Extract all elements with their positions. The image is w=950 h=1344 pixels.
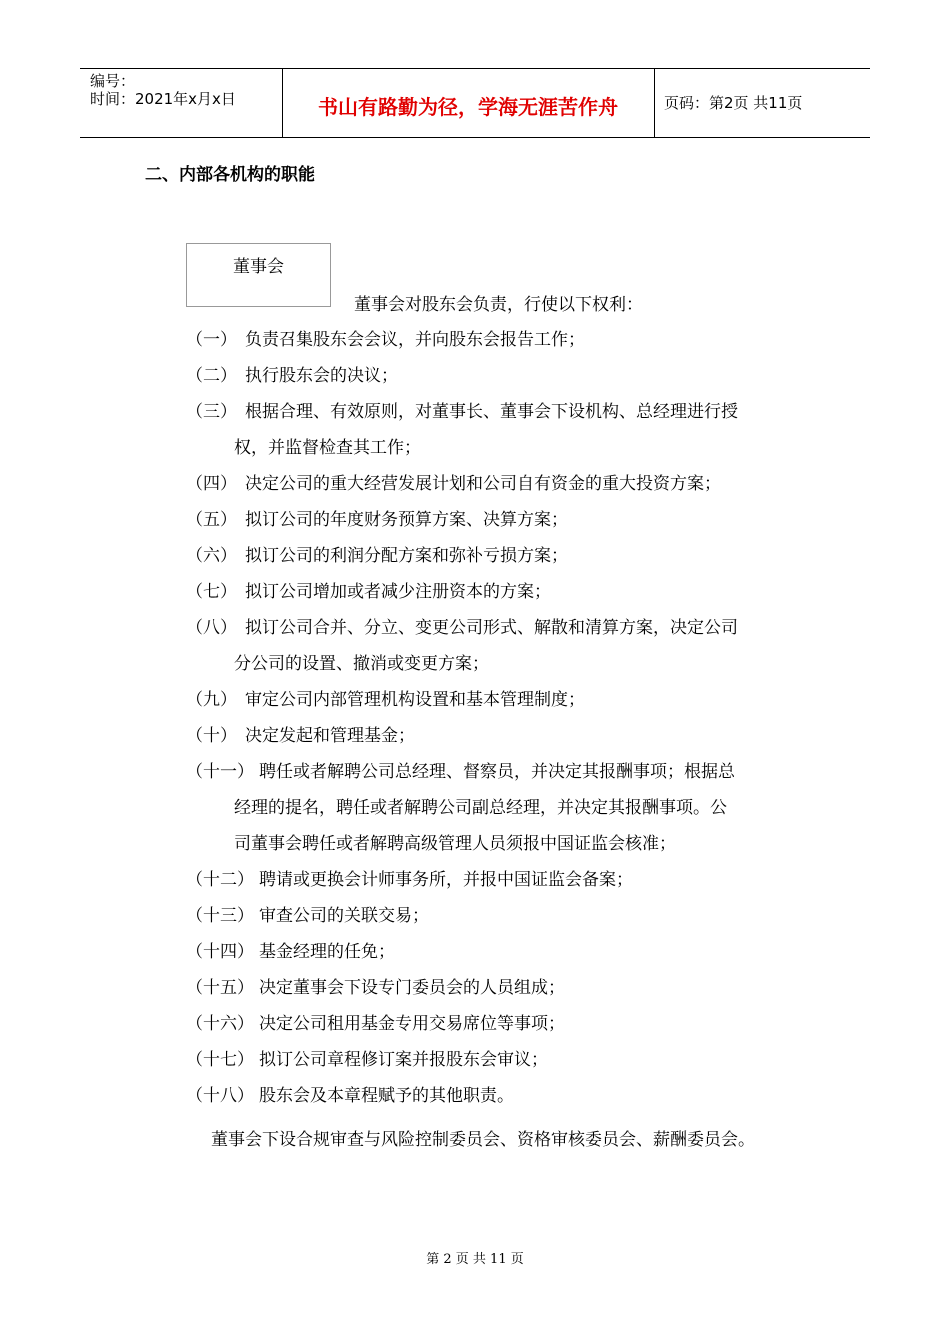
list-item-text: 拟订公司的利润分配方案和弥补亏损方案； bbox=[245, 546, 568, 566]
list-item-number: （一） bbox=[186, 330, 237, 350]
closing-paragraph: 董事会下设合规审查与风险控制委员会、资格审核委员会、薪酬委员会。 bbox=[211, 1130, 755, 1150]
header-left-cell bbox=[80, 69, 283, 137]
list-item-number: （三） bbox=[186, 402, 237, 422]
board-box bbox=[186, 243, 331, 307]
list-item-number: （十四） bbox=[186, 942, 254, 962]
list-item-continuation: 权，并监督检查其工作； bbox=[234, 438, 421, 458]
header-motto: 书山有路勤为径，学海无涯苦作舟 bbox=[318, 95, 618, 119]
number-label: 编号： bbox=[90, 72, 136, 90]
list-item-number: （四） bbox=[186, 474, 237, 494]
list-item-number: （十三） bbox=[186, 906, 254, 926]
list-item-number: （七） bbox=[186, 582, 237, 602]
list-item-text: 股东会及本章程赋予的其他职责。 bbox=[259, 1086, 514, 1106]
list-item-text: 审查公司的关联交易； bbox=[259, 906, 429, 926]
board-box-label: 董事会 bbox=[233, 257, 284, 277]
intro-text: 董事会对股东会负责，行使以下权利： bbox=[354, 295, 643, 315]
list-item-text: 聘任或者解聘公司总经理、督察员，并决定其报酬事项；根据总 bbox=[259, 762, 735, 782]
list-item-text: 拟订公司章程修订案并报股东会审议； bbox=[259, 1050, 548, 1070]
list-item-continuation: 分公司的设置、撤消或变更方案； bbox=[234, 654, 489, 674]
date-label: 时间：2021年x月x日 bbox=[90, 90, 236, 108]
list-item-number: （十六） bbox=[186, 1014, 254, 1034]
list-item-text: 根据合理、有效原则，对董事长、董事会下设机构、总经理进行授 bbox=[245, 402, 738, 422]
list-item-number: （九） bbox=[186, 690, 237, 710]
section-title: 二、内部各机构的职能 bbox=[145, 165, 315, 185]
list-item-text: 决定发起和管理基金； bbox=[245, 726, 415, 746]
list-item-number: （十二） bbox=[186, 870, 254, 890]
list-item-number: （二） bbox=[186, 366, 237, 386]
list-item-number: （十一） bbox=[186, 762, 254, 782]
list-item-text: 审定公司内部管理机构设置和基本管理制度； bbox=[245, 690, 585, 710]
list-item-number: （五） bbox=[186, 510, 237, 530]
list-item-text: 拟订公司合并、分立、变更公司形式、解散和清算方案，决定公司 bbox=[245, 618, 738, 638]
header-right-cell bbox=[654, 69, 870, 137]
list-item-number: （十七） bbox=[186, 1050, 254, 1070]
list-item-text: 拟订公司增加或者减少注册资本的方案； bbox=[245, 582, 551, 602]
list-item-number: （十五） bbox=[186, 978, 254, 998]
list-item-text: 决定公司的重大经营发展计划和公司自有资金的重大投资方案； bbox=[245, 474, 721, 494]
list-item-text: 负责召集股东会会议，并向股东会报告工作； bbox=[245, 330, 585, 350]
list-item-text: 聘请或更换会计师事务所，并报中国证监会备案； bbox=[259, 870, 633, 890]
list-item-number: （六） bbox=[186, 546, 237, 566]
list-item-text: 执行股东会的决议； bbox=[245, 366, 398, 386]
list-item-text: 基金经理的任免； bbox=[259, 942, 395, 962]
list-item-continuation: 经理的提名，聘任或者解聘公司副总经理，并决定其报酬事项。公 bbox=[234, 798, 727, 818]
page-footer: 第 2 页 共 11 页 bbox=[426, 1252, 524, 1267]
list-item-number: （十八） bbox=[186, 1086, 254, 1106]
list-item-number: （八） bbox=[186, 618, 237, 638]
list-item-continuation: 司董事会聘任或者解聘高级管理人员须报中国证监会核准； bbox=[234, 834, 676, 854]
page-label: 页码：第2页 共11页 bbox=[664, 94, 803, 112]
list-item-text: 决定公司租用基金专用交易席位等事项； bbox=[259, 1014, 565, 1034]
list-item-number: （十） bbox=[186, 726, 237, 746]
list-item-text: 拟订公司的年度财务预算方案、决算方案； bbox=[245, 510, 568, 530]
list-item-text: 决定董事会下设专门委员会的人员组成； bbox=[259, 978, 565, 998]
document-header bbox=[80, 68, 870, 138]
header-middle-cell bbox=[282, 69, 655, 137]
